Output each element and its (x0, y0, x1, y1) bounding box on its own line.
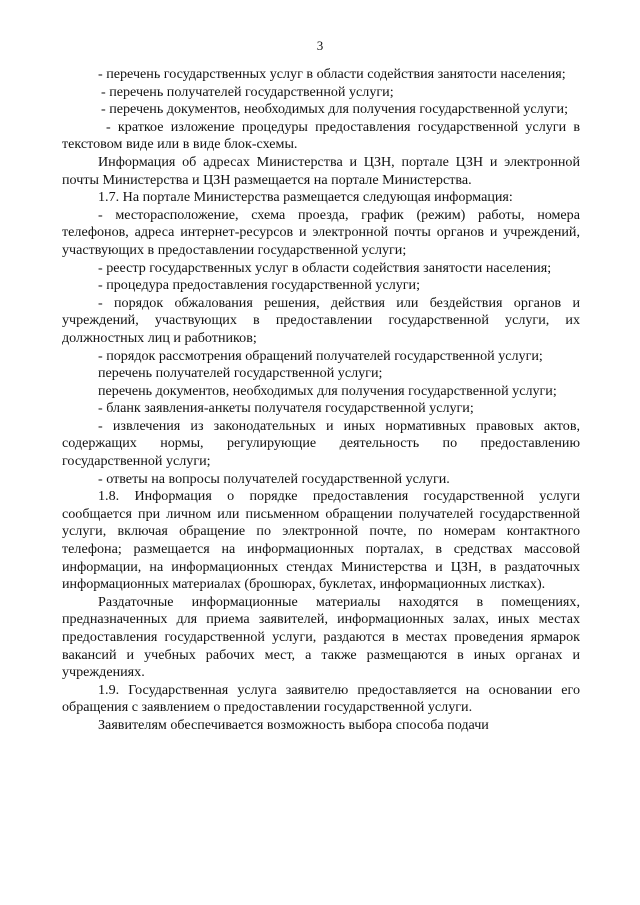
document-body (62, 66, 580, 735)
paragraph-section-1-7: 1.7. На портале Министерства размещается следующая информация: (98, 189, 513, 206)
page-number: 3 (316, 38, 324, 53)
paragraph-procedure: - процедура предоставления государственной услуги; (98, 277, 421, 294)
paragraph-submission-method: Заявителям обеспечивается возможность выбора способа подачи (98, 716, 489, 733)
paragraph-documents-list: - перечень документов, необходимых для получения государственной услуги; (101, 101, 568, 118)
paragraph-application-form: - бланк заявления-анкеты получателя государственной услуги; (98, 400, 474, 417)
paragraph-recipients: перечень получателей государственной услуги; (98, 365, 383, 382)
paragraph-section-1-8: 1.8. Информация о порядке предоставления государственной услуги сообщается при личном или письменном обращении получателей государственной услуги, включая обращение по электронной почте, по номерам контактного телефона; размещается на информационных порталах, в средствах массовой информации, на информационных стендах Министерства и ЦЗН, в раздаточных информационных материалах (брошюрах, буклетах, информационных листках). (62, 488, 580, 593)
paragraph-location-schedule: - месторасположение, схема проезда, график (режим) работы, номера телефонов, адреса интернет-ресурсов и электронной почты органов и учреждений, участвующих в предоставлении государственной услуги; (62, 206, 580, 258)
paragraph-addresses-info: Информация об адресах Министерства и ЦЗН, портале ЦЗН и электронной почты Министерства и ЦЗН размещается на портале Министерства. (62, 153, 580, 188)
paragraph-appeal-order: - порядок обжалования решения, действия или бездействия органов и учреждений, участвующих в предоставлении государственной услуги, их должностных лиц и работников; (62, 294, 580, 346)
paragraph-faq: - ответы на вопросы получателей государственной услуги. (98, 470, 450, 487)
paragraph-documents: перечень документов, необходимых для получения государственной услуги; (98, 382, 557, 399)
paragraph-handout-materials: Раздаточные информационные материалы находятся в помещениях, предназначенных для приема заявителей, информационных залах, иных местах предоставления государственной услуги, раздаются в местах проведения ярмарок вакансий и учебных рабочих мест, а также размещаются в иных органах и учреждениях. (62, 593, 580, 681)
paragraph-services-registry: - реестр государственных услуг в области содействия занятости населения; (98, 259, 552, 276)
paragraph-section-1-9: 1.9. Государственная услуга заявителю предоставляется на основании его обращения с заявлением о предоставлении государственной услуги. (62, 681, 580, 716)
paragraph-legal-extracts: - извлечения из законодательных и иных нормативных правовых актов, содержащих нормы, регулирующие деятельность по предоставлению государственной услуги; (62, 417, 580, 470)
paragraph-recipients-list: - перечень получателей государственной услуги; (101, 83, 394, 100)
paragraph-appeals-review: - порядок рассмотрения обращений получателей государственной услуги; (98, 347, 543, 364)
paragraph-services-list: - перечень государственных услуг в области содействия занятости населения; (98, 66, 566, 82)
paragraph-procedure-summary: - краткое изложение процедуры предоставления государственной услуги в текстовом виде или в виде блок-схемы. (62, 118, 580, 153)
